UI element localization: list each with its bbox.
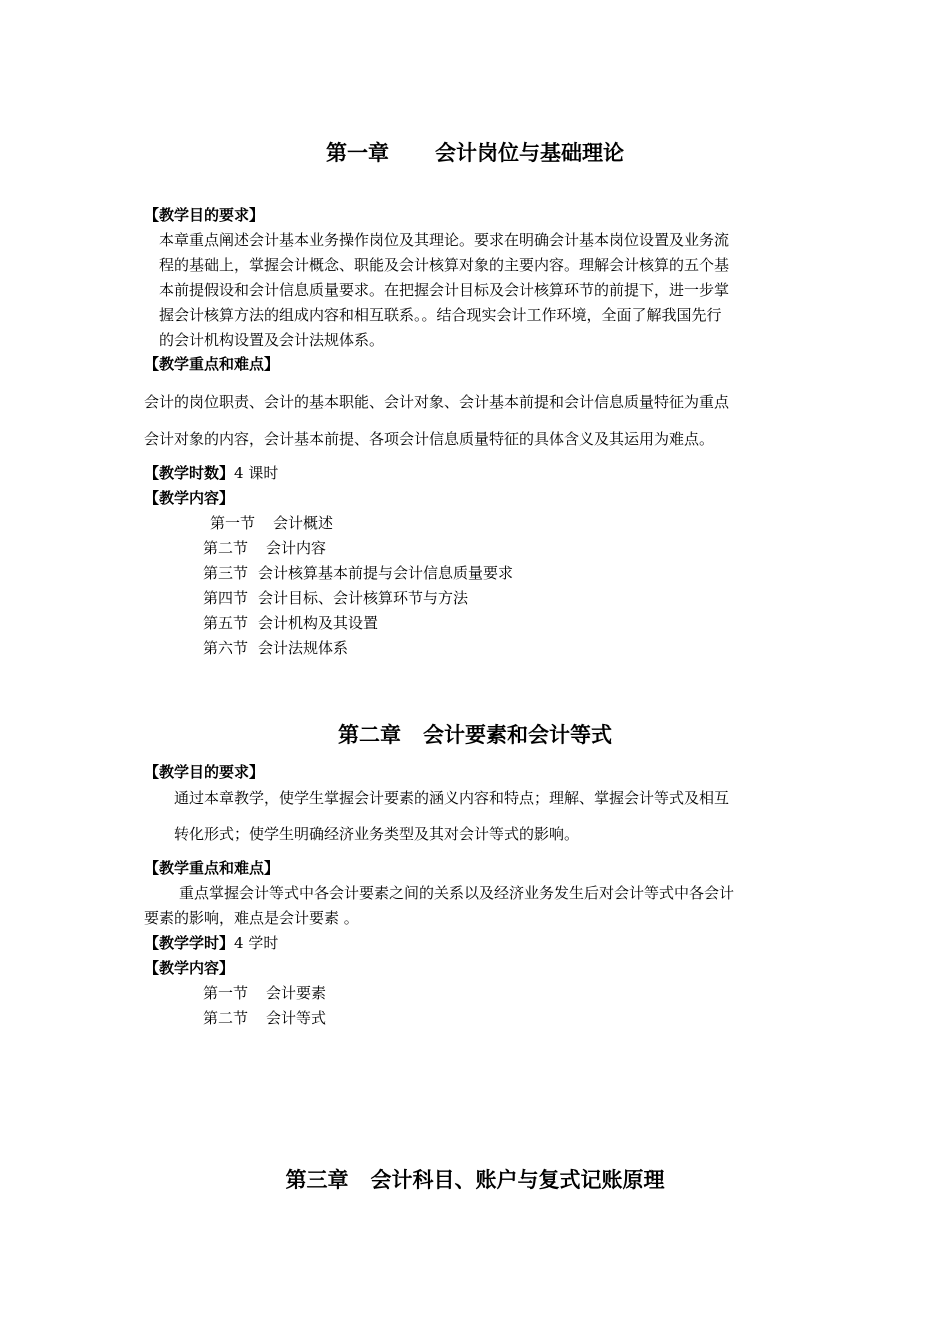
ch2-goal-heading: 【教学目的要求】 <box>144 763 265 781</box>
chapter-2-title <box>0 719 950 749</box>
ch1-key-line-1: 会计的岗位职责、会计的基本职能、会计对象、会计基本前提和会计信息质量特征为重点 <box>144 393 730 411</box>
ch1-section-2: 第二节 会计内容 <box>203 539 327 557</box>
ch2-goal-line-2: 转化形式；使学生明确经济业务类型及其对会计等式的影响。 <box>174 825 580 843</box>
ch1-goal-line-5: 的会计机构设置及会计法规体系。 <box>159 331 385 349</box>
ch2-hours-value: 4 学时 <box>234 934 279 952</box>
ch1-key-line-2: 会计对象的内容，会计基本前提、各项会计信息质量特征的具体含义及其运用为难点。 <box>144 430 715 448</box>
ch2-hours-heading: 【教学学时】 <box>144 934 235 952</box>
ch2-key-line-1: 重点掌握会计等式中各会计要素之间的关系以及经济业务发生后对会计等式中各会计 <box>179 884 735 902</box>
ch1-section-6: 第六节 会计法规体系 <box>203 639 349 657</box>
chapter-1-name: 会计岗位与基础理论 <box>435 141 624 165</box>
chapter-1-number: 第一章 <box>326 141 389 165</box>
chapter-3-number: 第三章 <box>285 1168 349 1192</box>
ch1-content-heading: 【教学内容】 <box>144 489 235 507</box>
ch1-key-heading: 【教学重点和难点】 <box>144 355 280 373</box>
chapter-3-title <box>0 1164 950 1194</box>
ch1-section-1: 第一节 会计概述 <box>210 514 334 532</box>
chapter-3-name: 会计科目、账户与复式记账原理 <box>370 1168 665 1192</box>
ch1-goal-line-3: 本前提假设和会计信息质量要求。在把握会计目标及会计核算环节的前提下，进一步掌 <box>159 281 730 299</box>
chapter-2-name: 会计要素和会计等式 <box>423 723 612 747</box>
ch1-section-4: 第四节 会计目标、会计核算环节与方法 <box>203 589 469 607</box>
ch1-hours <box>144 462 278 483</box>
ch1-goal-line-4: 握会计核算方法的组成内容和相互联系。。结合现实会计工作环境，全面了解我国先行 <box>159 306 722 324</box>
ch2-key-line-2: 要素的影响，难点是会计要素 。 <box>144 909 359 927</box>
ch1-goal-heading: 【教学目的要求】 <box>144 206 265 224</box>
ch2-key-heading: 【教学重点和难点】 <box>144 859 280 877</box>
ch2-hours <box>144 932 278 953</box>
ch1-section-5: 第五节 会计机构及其设置 <box>203 614 379 632</box>
ch1-hours-heading: 【教学时数】 <box>144 464 235 482</box>
ch2-goal-line-1: 通过本章教学，使学生掌握会计要素的涵义内容和特点；理解、掌握会计等式及相互 <box>174 789 730 807</box>
ch1-section-3: 第三节 会计核算基本前提与会计信息质量要求 <box>203 564 514 582</box>
chapter-1-title <box>0 137 950 167</box>
chapter-2-number: 第二章 <box>338 723 401 747</box>
ch2-section-2: 第二节 会计等式 <box>203 1009 327 1027</box>
ch2-content-heading: 【教学内容】 <box>144 959 235 977</box>
ch2-section-1: 第一节 会计要素 <box>203 984 327 1002</box>
ch1-goal-line-1: 本章重点阐述会计基本业务操作岗位及其理论。要求在明确会计基本岗位设置及业务流 <box>159 231 730 249</box>
ch1-goal-line-2: 程的基础上，掌握会计概念、职能及会计核算对象的主要内容。理解会计核算的五个基 <box>159 256 730 274</box>
ch1-hours-value: 4 课时 <box>234 464 279 482</box>
